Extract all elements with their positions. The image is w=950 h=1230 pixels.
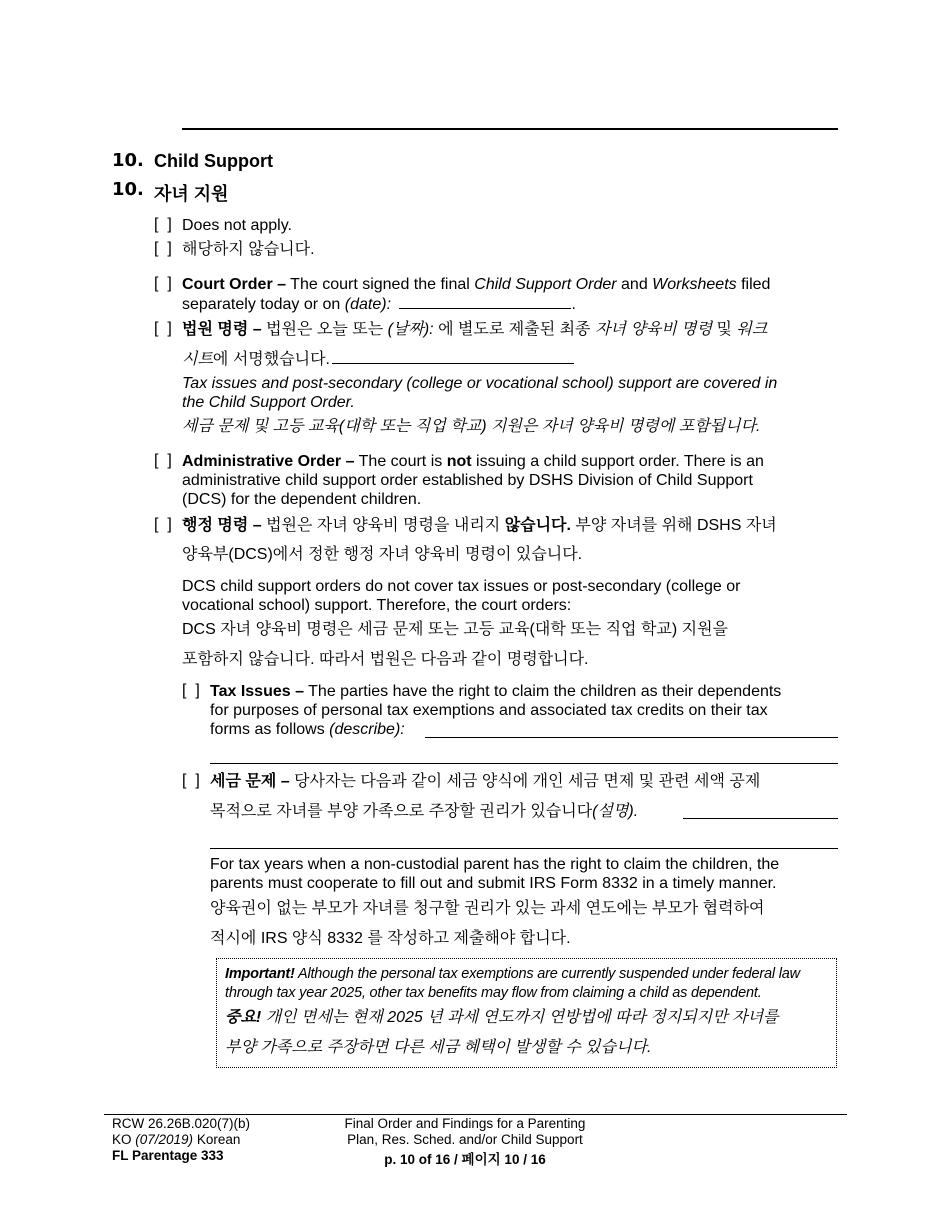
- checkbox-tax-issues[interactable]: [ ]: [182, 682, 200, 699]
- tax-issues-ko-text-1: 당사자는 다음과 같이 세금 양식에 개인 세금 면제 및 관련 세액 공제: [289, 773, 761, 790]
- admin-order-not: not: [446, 453, 472, 470]
- does-not-apply-label-ko: 해당하지 않습니다.: [182, 241, 315, 258]
- tax-issues-line-3: [210, 720, 405, 739]
- court-order-ko-line-1: [182, 320, 767, 340]
- tax-issues-line-1: [210, 682, 781, 701]
- dcs-note-ko-2: 포함하지 않습니다. 따라서 법원은 다음과 같이 명령합니다.: [182, 651, 589, 668]
- court-order-date-field-ko[interactable]: [332, 349, 574, 364]
- child-support-order-ref: Child Support Order: [474, 276, 617, 293]
- non-custodial-ko-2: 적시에 IRS 양식 8332 를 작성하고 제출해야 합니다.: [210, 930, 571, 947]
- child-support-order-ref-ko: 자녀 양육비 명령: [594, 321, 713, 338]
- dcs-note-ko-1: DCS 자녀 양육비 명령은 세금 문제 또는 고등 교육(대학 또는 직업 학교) 지원을: [182, 621, 729, 638]
- admin-order-ko-text-2: 부양 자녀를 위해 DSHS 자녀: [570, 517, 777, 534]
- checkbox-does-not-apply-ko[interactable]: [ ]: [154, 240, 172, 257]
- checkbox-admin-order-ko[interactable]: [ ]: [154, 516, 172, 533]
- top-rule: [182, 128, 838, 130]
- worksheets-ref-ko-2: 시트: [182, 351, 213, 368]
- admin-order-line-2: administrative child support order established by DSHS Division of Child Support: [182, 472, 753, 489]
- checkbox-court-order-ko[interactable]: [ ]: [154, 320, 172, 337]
- important-en-line-2: through tax year 2025, other tax benefits may flow from claiming a child as dependent.: [225, 985, 762, 1001]
- section-heading-ko: [112, 179, 229, 204]
- court-order-ko-signed: 에 서명했습니다.: [212, 351, 331, 368]
- non-custodial-en-1: For tax years when a non-custodial parent has the right to claim the children, the: [210, 856, 780, 873]
- admin-order-ko-text-1: 법원은 자녀 양육비 명령을 내리지: [261, 517, 505, 534]
- tax-issues-forms: forms as follows: [210, 721, 330, 738]
- court-order-ko-text-1: 법원은 오늘 또는: [261, 321, 388, 338]
- footer-rcw: RCW 26.26B.020(7)(b): [112, 1116, 251, 1131]
- describe-label-ko: (설명).: [592, 803, 639, 820]
- court-order-note-en-2: the Child Support Order.: [182, 394, 355, 411]
- admin-order-line-1: [182, 452, 764, 471]
- court-order-ko-text-2: 에 별도로 제출된 최종: [433, 321, 595, 338]
- court-order-note-en-1: Tax issues and post-secondary (college or vocational school) support are covered in: [182, 375, 778, 392]
- tax-issues-line-2: for purposes of personal tax exemptions and associated tax credits on their tax: [210, 702, 768, 719]
- section-title-ko: 자녀 지원: [154, 184, 229, 204]
- footer-page-number: p. 10 of 16 / 페이지 10 / 16: [384, 1152, 546, 1167]
- checkbox-court-order[interactable]: [ ]: [154, 275, 172, 292]
- tax-describe-field-ko[interactable]: [683, 818, 838, 819]
- important-ko-text-1: 개인 면세는 현재 2025 년 과세 연도까지 연방법에 따라 정지되지만 자녀를: [261, 1009, 779, 1026]
- tax-issues-ko-line-1: [210, 772, 760, 792]
- footer-title-1: Final Order and Findings for a Parenting: [344, 1116, 586, 1131]
- footer-version: [112, 1132, 240, 1148]
- tax-describe-field[interactable]: [425, 737, 838, 738]
- tax-describe-field-2[interactable]: [210, 763, 838, 764]
- court-order-line-1: [182, 275, 770, 294]
- court-order-separately: separately today or on: [182, 296, 345, 313]
- footer-ko-lang: Korean: [193, 1132, 241, 1147]
- important-en-line-1: [225, 965, 800, 984]
- section-number-ko: 10.: [112, 179, 144, 200]
- court-order-title-ko: 법원 명령 –: [182, 321, 262, 338]
- checkbox-does-not-apply[interactable]: [ ]: [154, 216, 172, 233]
- checkbox-admin-order[interactable]: [ ]: [154, 452, 172, 469]
- worksheets-ref-ko: 워크: [736, 321, 768, 338]
- important-label: Important!: [225, 966, 295, 982]
- checkbox-tax-issues-ko[interactable]: [ ]: [182, 772, 200, 789]
- important-label-ko: 중요!: [225, 1009, 262, 1026]
- court-order-ko-line-2: [182, 349, 574, 370]
- admin-order-ko-line-2: 양육부(DCS)에서 정한 행정 자녀 양육비 명령이 있습니다.: [182, 546, 583, 563]
- non-custodial-en-2: parents must cooperate to fill out and submit IRS Form 8332 in a timely manner.: [210, 875, 777, 892]
- section-heading-en: [112, 150, 273, 171]
- admin-order-text-1: The court is: [354, 453, 447, 470]
- footer-ko-code: KO: [112, 1132, 136, 1147]
- admin-order-ko-line-1: [182, 516, 777, 536]
- important-ko-line-2: 부양 가족으로 주장하면 다른 세금 혜택이 발생할 수 있습니다.: [225, 1039, 652, 1056]
- footer-form-id: FL Parentage 333: [112, 1148, 224, 1163]
- dcs-note-en-2: vocational school) support. Therefore, the court orders:: [182, 597, 572, 614]
- court-order-date-field[interactable]: [399, 294, 571, 309]
- date-label: (date):: [344, 296, 392, 313]
- section-number: 10.: [112, 150, 144, 171]
- court-order-title: Court Order –: [182, 276, 287, 293]
- important-ko-line-1: [225, 1008, 779, 1028]
- tax-issues-text-1: The parties have the right to claim the children as their dependents: [303, 683, 782, 700]
- court-order-filed: filed: [736, 276, 771, 293]
- tax-describe-field-ko-2[interactable]: [210, 848, 838, 849]
- tax-issues-title-ko: 세금 문제 –: [210, 773, 290, 790]
- admin-order-text-2: issuing a child support order. There is an: [471, 453, 764, 470]
- describe-label: (describe):: [329, 721, 405, 738]
- non-custodial-ko-1: 양육권이 없는 부모가 자녀를 청구할 권리가 있는 과세 연도에는 부모가 협력하여: [210, 900, 765, 917]
- date-label-ko: (날짜):: [387, 321, 434, 338]
- court-order-and: and: [616, 276, 653, 293]
- does-not-apply-label: Does not apply.: [182, 217, 292, 234]
- admin-order-line-3: (DCS) for the dependent children.: [182, 491, 422, 508]
- footer-rule: [104, 1114, 847, 1115]
- footer-ko-date: (07/2019): [135, 1132, 194, 1147]
- court-order-text: The court signed the final: [286, 276, 475, 293]
- court-order-period: .: [571, 296, 576, 313]
- section-title: Child Support: [154, 151, 273, 171]
- worksheets-ref: Worksheets: [652, 276, 737, 293]
- court-order-ko-text-3: 및: [712, 321, 737, 338]
- footer-title-2: Plan, Res. Sched. and/or Child Support: [347, 1132, 583, 1147]
- admin-order-title-ko: 행정 명령 –: [182, 517, 262, 534]
- court-order-line-2: [182, 294, 576, 314]
- admin-order-ko-bold: 않습니다.: [504, 517, 571, 534]
- important-en-text-1: Although the personal tax exemptions are currently suspended under federal law: [294, 966, 800, 982]
- court-order-note-ko: 세금 문제 및 고등 교육(대학 또는 직업 학교) 지원은 자녀 양육비 명령에 포함됩니다.: [182, 418, 761, 435]
- tax-issues-title: Tax Issues –: [210, 683, 304, 700]
- dcs-note-en-1: DCS child support orders do not cover tax issues or post-secondary (college or: [182, 578, 741, 595]
- admin-order-title: Administrative Order –: [182, 453, 355, 470]
- tax-issues-ko-text-2: 목적으로 자녀를 부양 가족으로 주장할 권리가 있습니다: [210, 803, 593, 820]
- tax-issues-ko-line-2: [210, 802, 638, 822]
